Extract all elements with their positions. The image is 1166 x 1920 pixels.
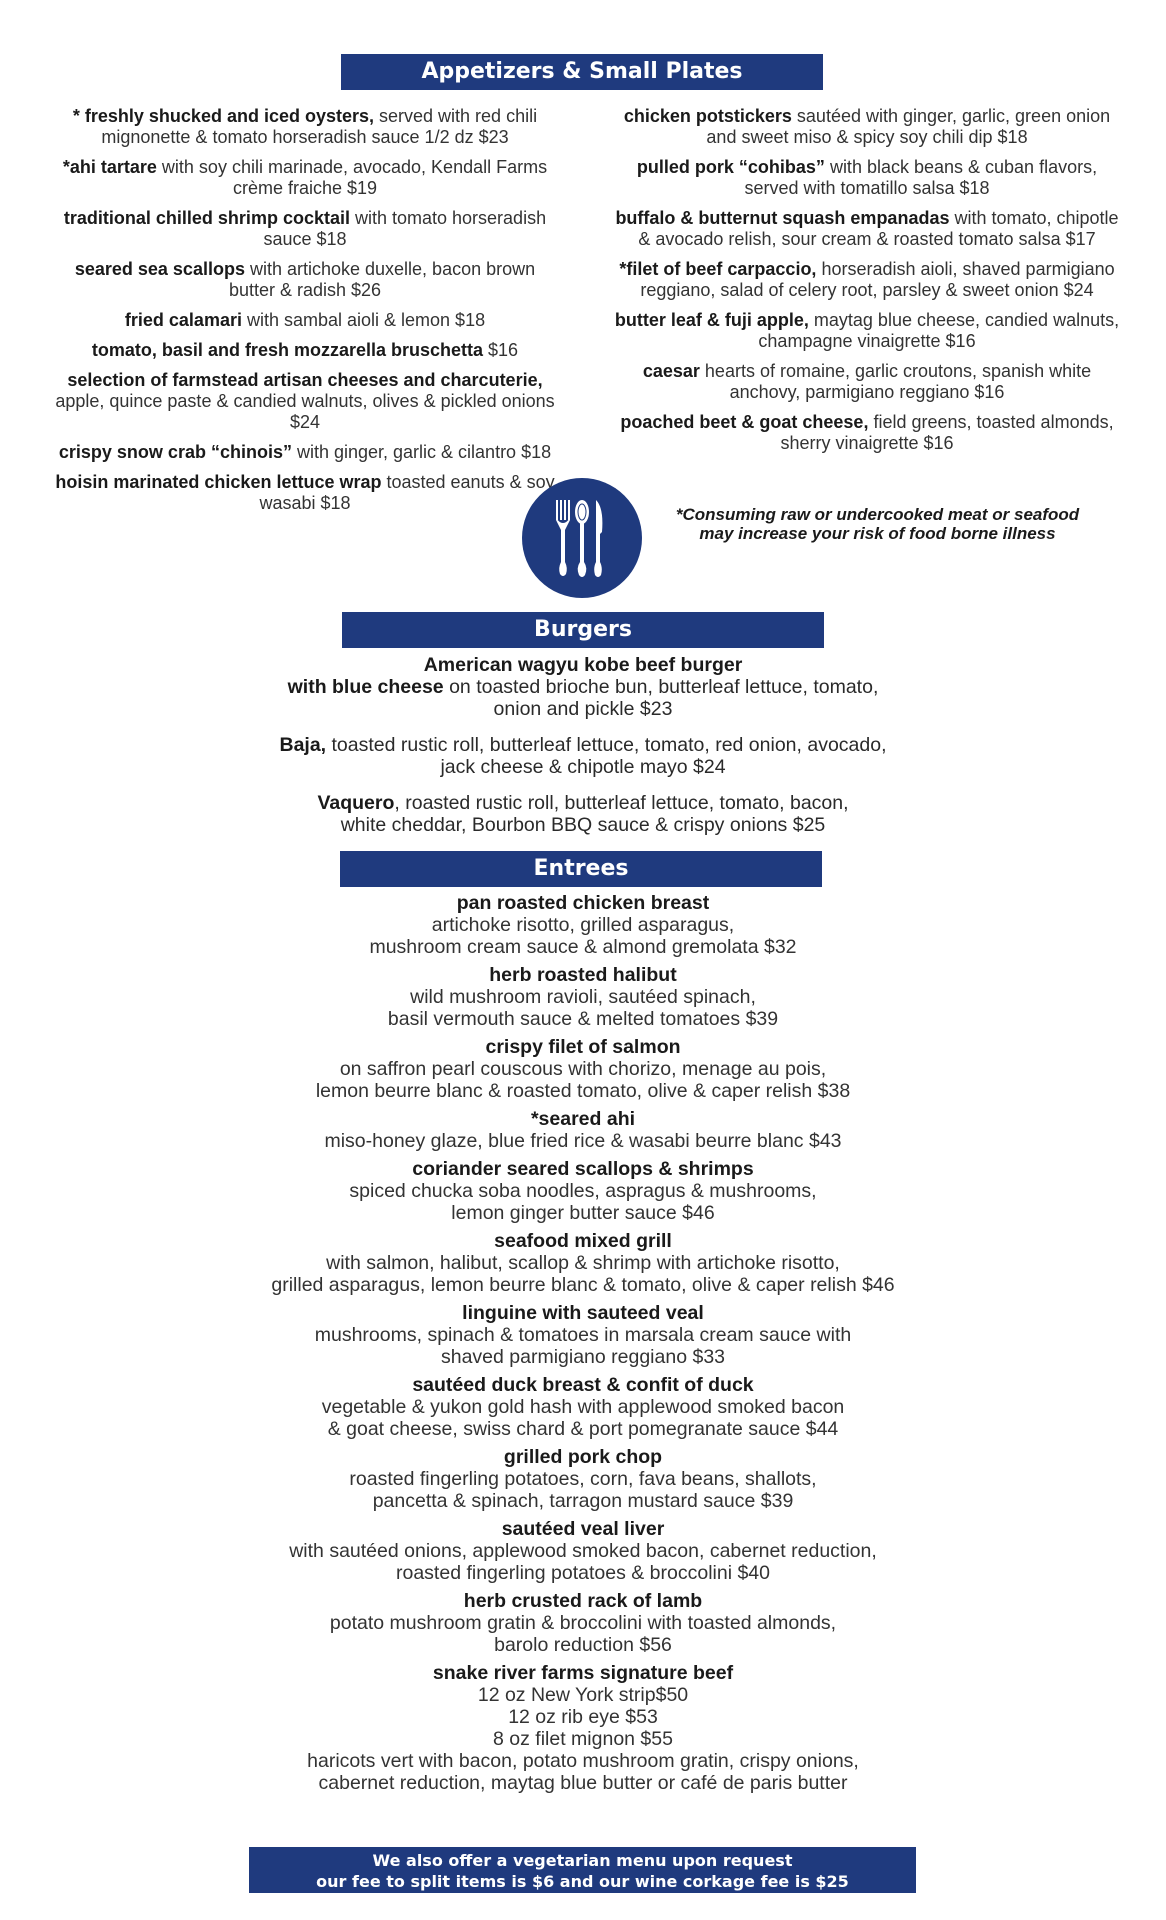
burger-name: Vaquero	[317, 792, 395, 814]
entree-item	[230, 1230, 936, 1296]
item-name: traditional chilled shrimp cocktail	[63, 208, 350, 228]
entree-description: mushrooms, spinach & tomatoes in marsala cream sauce with	[314, 1324, 852, 1346]
entree-name: snake river farms signature beef	[432, 1662, 734, 1684]
entree-description: with sautéed onions, applewood smoked bacon, cabernet reduction,	[289, 1540, 877, 1562]
item-description: with black beans & cuban flavors, served with tomatillo salsa $18	[744, 157, 1098, 198]
item-name: buffalo & butternut squash empanadas	[615, 208, 950, 228]
entree-name: herb crusted rack of lamb	[463, 1590, 703, 1612]
entree-description: & goat cheese, swiss chard & port pomegranate sauce $44	[327, 1418, 839, 1440]
entree-description: spiced chucka soba noodles, aspragus & mushrooms,	[349, 1180, 817, 1202]
entree-name: sautéed duck breast & confit of duck	[412, 1374, 754, 1396]
item-description: horseradish aioli, shaved parmigiano reggiano, salad of celery root, parsley & sweet onion $24	[640, 259, 1115, 300]
footer-line-2: our fee to split items is $6 and our wine corkage fee is $25	[316, 1872, 849, 1891]
item-name: *filet of beef carpaccio,	[619, 259, 817, 279]
entree-name: pan roasted chicken breast	[456, 892, 710, 914]
item-description: with ginger, garlic & cilantro $18	[291, 442, 552, 462]
burger-description: , roasted rustic roll, butterleaf lettuce, tomato, bacon,	[394, 792, 849, 814]
footer-banner	[249, 1847, 916, 1893]
item-description: apple, quince paste & candied walnuts, olives & pickled onions $24	[55, 391, 555, 432]
item-name: * freshly shucked and iced oysters,	[72, 106, 375, 126]
item-description: with artichoke duxelle, bacon brown butter & radish $26	[228, 259, 536, 300]
entree-name: seafood mixed grill	[494, 1230, 672, 1252]
menu-item	[612, 412, 1122, 454]
item-description: served with red chili mignonette & tomato horseradish sauce 1/2 dz $23	[101, 106, 538, 147]
entree-name: *seared ahi	[530, 1108, 636, 1130]
entree-name: crispy filet of salmon	[485, 1036, 681, 1058]
item-description: with soy chili marinade, avocado, Kendall Farms crème fraiche $19	[156, 157, 548, 198]
entree-item	[230, 1158, 936, 1224]
item-name: poached beet & goat cheese,	[620, 412, 869, 432]
item-description: with tomato, chipotle & avocado relish, sour cream & roasted tomato salsa $17	[638, 208, 1119, 249]
item-description: field greens, toasted almonds, sherry vinaigrette $16	[780, 412, 1114, 453]
item-name: *ahi tartare	[62, 157, 157, 177]
entree-description: roasted fingerling potatoes, corn, fava beans, shallots,	[349, 1468, 817, 1490]
entree-name: coriander seared scallops & shrimps	[412, 1158, 754, 1180]
entree-description: with salmon, halibut, scallop & shrimp with artichoke risotto,	[326, 1252, 840, 1274]
appetizers-right-column	[612, 106, 1122, 463]
entree-description: lemon beurre blanc & roasted tomato, olive & caper relish $38	[315, 1080, 851, 1102]
burger-item	[230, 734, 936, 778]
menu-item	[50, 370, 560, 433]
menu-item	[50, 472, 560, 514]
entree-item	[230, 1446, 936, 1512]
menu-item	[50, 310, 560, 331]
appetizers-left-column	[50, 106, 560, 523]
item-name: fried calamari	[124, 310, 242, 330]
entree-item	[230, 1662, 936, 1794]
burger-description: toasted rustic roll, butterleaf lettuce, tomato, red onion, avocado,	[326, 734, 887, 756]
warning-line-2: may increase your risk of food borne illness	[699, 524, 1056, 543]
menu-item	[50, 442, 560, 463]
entree-item	[230, 1590, 936, 1656]
entree-description: basil vermouth sauce & melted tomatoes $39	[387, 1008, 779, 1030]
menu-item	[50, 106, 560, 148]
menu-item	[612, 157, 1122, 199]
menu-item	[612, 361, 1122, 403]
menu-item	[612, 259, 1122, 301]
fork-spoon-knife-icon	[522, 478, 642, 598]
entree-description: artichoke risotto, grilled asparagus,	[431, 914, 735, 936]
burgers-list	[230, 654, 936, 850]
appetizers-banner: Appetizers & Small Plates	[341, 54, 823, 90]
entree-description: miso-honey glaze, blue fried rice & wasabi beurre blanc $43	[324, 1130, 842, 1152]
item-description: maytag blue cheese, candied walnuts, champagne vinaigrette $16	[758, 310, 1120, 351]
item-name: tomato, basil and fresh mozzarella bruschetta	[91, 340, 484, 360]
burger-item	[230, 654, 936, 720]
entree-description: potato mushroom gratin & broccolini with toasted almonds,	[329, 1612, 837, 1634]
item-description: sautéed with ginger, garlic, green onion and sweet miso & spicy soy chili dip $18	[706, 106, 1111, 147]
entree-item	[230, 1108, 936, 1152]
burgers-banner: Burgers	[342, 612, 824, 648]
item-name: crispy snow crab “chinois”	[58, 442, 292, 462]
entree-description: grilled asparagus, lemon beurre blanc & tomato, olive & caper relish $46	[271, 1274, 895, 1296]
menu-item	[612, 208, 1122, 250]
item-name: caesar	[642, 361, 700, 381]
entree-description: 8 oz filet mignon $55	[493, 1728, 673, 1750]
item-description: with sambal aioli & lemon $18	[241, 310, 486, 330]
item-name: seared sea scallops	[74, 259, 245, 279]
menu-item	[50, 340, 560, 361]
entree-description: 12 oz rib eye $53	[508, 1706, 658, 1728]
entree-description: haricots vert with bacon, potato mushroom gratin, crispy onions,	[307, 1750, 859, 1772]
entree-description: vegetable & yukon gold hash with applewood smoked bacon	[321, 1396, 845, 1418]
menu-item	[612, 310, 1122, 352]
entree-description: roasted fingerling potatoes & broccolini $40	[396, 1562, 770, 1584]
entree-description: cabernet reduction, maytag blue butter or café de paris butter	[318, 1772, 848, 1794]
entree-description: pancetta & spinach, tarragon mustard sauce $39	[372, 1490, 794, 1512]
item-description: hearts of romaine, garlic croutons, spanish white anchovy, parmigiano reggiano $16	[699, 361, 1092, 402]
entree-name: herb roasted halibut	[489, 964, 677, 986]
entree-description: barolo reduction $56	[494, 1634, 672, 1656]
item-description: toasted eanuts & soy wasabi $18	[259, 472, 555, 513]
entree-description: shaved parmigiano reggiano $33	[440, 1346, 726, 1368]
item-description: with tomato horseradish sauce $18	[263, 208, 547, 249]
burger-line	[230, 676, 936, 698]
burger-name: Baja,	[279, 734, 327, 756]
item-description: $16	[483, 340, 519, 360]
entree-item	[230, 1036, 936, 1102]
entrees-banner: Entrees	[340, 851, 822, 887]
menu-item	[50, 157, 560, 199]
raw-food-warning	[650, 505, 1105, 543]
burger-line	[230, 792, 936, 814]
item-name: chicken potstickers	[623, 106, 792, 126]
menu-item	[50, 259, 560, 301]
entree-description: mushroom cream sauce & almond gremolata $32	[369, 936, 797, 958]
menu-item	[612, 106, 1122, 148]
entree-item	[230, 964, 936, 1030]
entree-item	[230, 1374, 936, 1440]
burger-name-cont: with blue cheese	[287, 676, 444, 698]
burger-description-cont: jack cheese & chipotle mayo $24	[440, 756, 726, 778]
item-name: selection of farmstead artisan cheeses and charcuterie,	[67, 370, 543, 390]
burger-description-cont: onion and pickle $23	[493, 698, 673, 720]
menu-item	[50, 208, 560, 250]
burger-line	[230, 734, 936, 756]
entree-description: on saffron pearl couscous with chorizo, menage au pois,	[339, 1058, 827, 1080]
footer-line-1: We also offer a vegetarian menu upon request	[372, 1851, 793, 1870]
entree-description: lemon ginger butter sauce $46	[451, 1202, 715, 1224]
burger-item	[230, 792, 936, 836]
entrees-list	[230, 892, 936, 1800]
burger-description: on toasted brioche bun, butterleaf lettuce, tomato,	[443, 676, 879, 698]
burger-name: American wagyu kobe beef burger	[423, 654, 743, 676]
burger-description-cont: white cheddar, Bourbon BBQ sauce & crispy onions $25	[340, 814, 826, 836]
entree-item	[230, 1302, 936, 1368]
item-name: butter leaf & fuji apple,	[614, 310, 809, 330]
item-name: pulled pork “cohibas”	[636, 157, 825, 177]
entree-item	[230, 1518, 936, 1584]
entree-description: wild mushroom ravioli, sautéed spinach,	[410, 986, 756, 1008]
warning-line-1: *Consuming raw or undercooked meat or seafood	[675, 505, 1080, 524]
entree-description: 12 oz New York strip$50	[477, 1684, 689, 1706]
entree-name: grilled pork chop	[503, 1446, 663, 1468]
entree-name: linguine with sauteed veal	[462, 1302, 704, 1324]
item-name: hoisin marinated chicken lettuce wrap	[55, 472, 382, 492]
entree-name: sautéed veal liver	[501, 1518, 665, 1540]
entree-item	[230, 892, 936, 958]
